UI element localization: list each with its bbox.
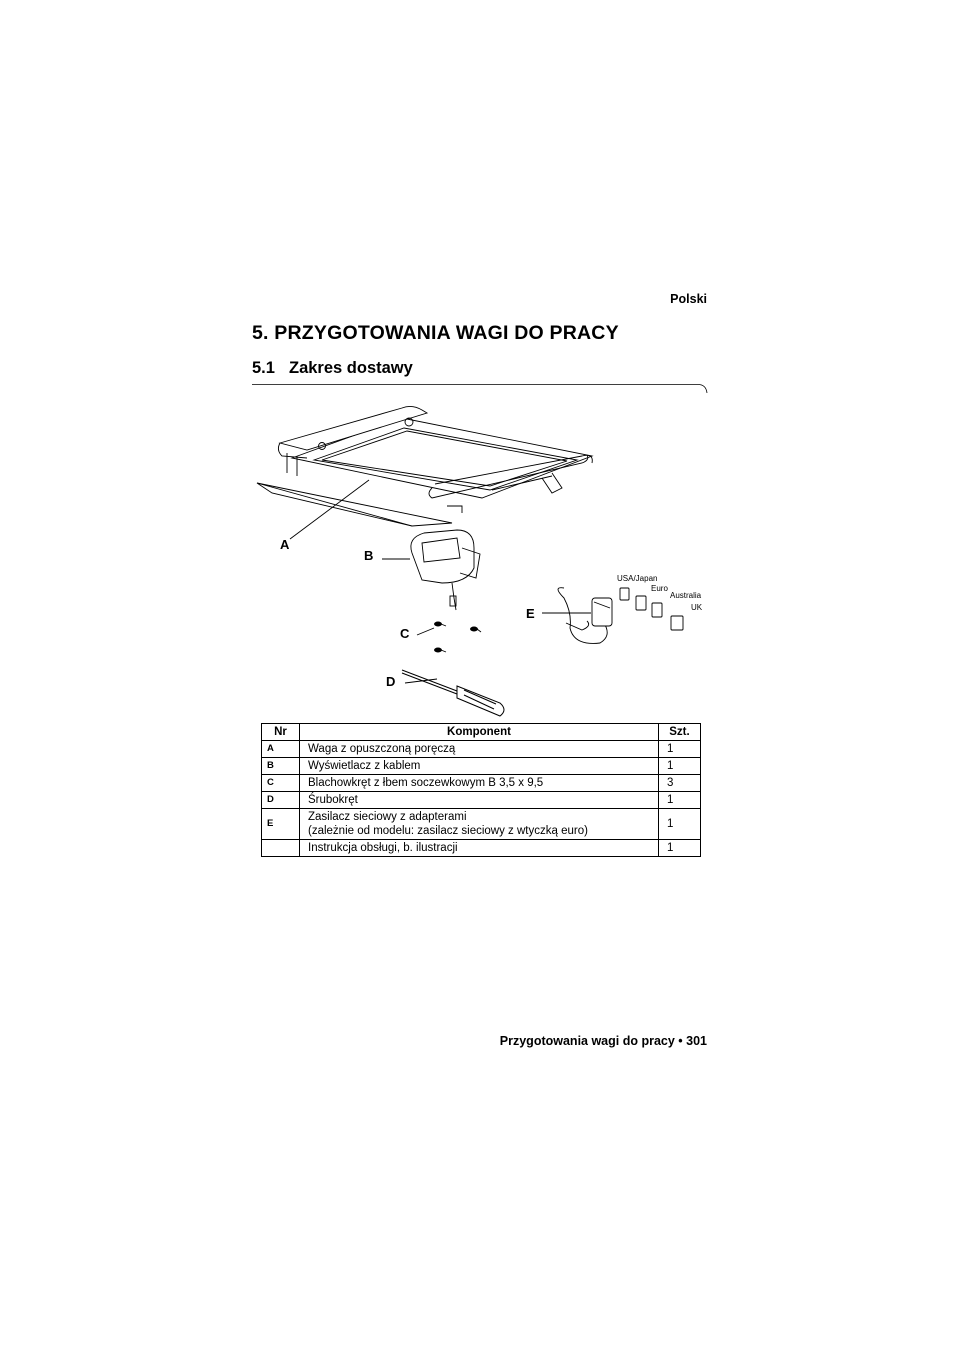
row-component-note: (zależnie od modelu: zasilacz sieciowy z wtyczką euro): [308, 825, 588, 837]
section-number: 5.: [252, 322, 269, 344]
callout-c: C: [400, 626, 410, 641]
row-component: Waga z opuszczoną poręczą: [300, 741, 659, 758]
row-component: Blachowkręt z łbem soczewkowym B 3,5 x 9,5: [300, 775, 659, 792]
table-row: [262, 840, 701, 857]
row-qty: 1: [659, 792, 701, 809]
row-nr: [262, 840, 300, 857]
screwdriver-illustration: [402, 670, 504, 716]
row-component: Śrubokręt: [300, 792, 659, 809]
delivery-contents-figure: [252, 398, 712, 718]
callout-e: E: [526, 606, 535, 621]
row-nr: A: [262, 741, 300, 758]
table-row: [262, 758, 701, 775]
header-component: Komponent: [300, 724, 659, 741]
header-nr: Nr: [262, 724, 300, 741]
row-component: Instrukcja obsługi, b. ilustracji: [300, 840, 659, 857]
table-header-row: [262, 724, 701, 741]
table-row: [262, 809, 701, 840]
row-qty: 1: [659, 741, 701, 758]
subsection-title: Zakres dostawy: [289, 359, 413, 377]
delivery-contents-table: [261, 723, 701, 857]
adapter-label-usa-japan: USA/Japan: [617, 574, 658, 583]
adapter-label-australia: Australia: [670, 591, 702, 600]
row-nr: C: [262, 775, 300, 792]
callout-b: B: [364, 548, 374, 563]
callout-d: D: [386, 674, 396, 689]
row-qty: 1: [659, 758, 701, 775]
table-row: [262, 792, 701, 809]
row-qty: 1: [659, 840, 701, 857]
row-qty: 1: [659, 809, 701, 840]
row-nr: E: [262, 809, 300, 840]
adapter-label-euro: Euro: [651, 584, 668, 593]
page-footer: Przygotowania wagi do pracy • 301: [499, 1034, 707, 1048]
row-qty: 3: [659, 775, 701, 792]
language-label: Polski: [670, 292, 707, 306]
section-divider: [252, 383, 712, 397]
section-heading: [252, 322, 619, 345]
table-row: [262, 775, 701, 792]
section-title: PRZYGOTOWANIA WAGI DO PRACY: [274, 322, 619, 344]
row-nr: B: [262, 758, 300, 775]
row-component: [300, 809, 659, 840]
scale-with-rail-illustration: [257, 406, 592, 526]
adapter-label-uk: UK: [691, 603, 703, 612]
subsection-heading: [252, 359, 413, 378]
power-supply-illustration: [558, 588, 683, 644]
row-component-main: Zasilacz sieciowy z adapterami: [308, 811, 467, 823]
row-component: Wyświetlacz z kablem: [300, 758, 659, 775]
subsection-number: 5.1: [252, 359, 275, 377]
row-nr: D: [262, 792, 300, 809]
screws-illustration: [435, 622, 482, 652]
header-qty: Szt.: [659, 724, 701, 741]
callout-a: A: [280, 537, 290, 552]
display-with-cable-illustration: [411, 530, 480, 610]
table-row: [262, 741, 701, 758]
